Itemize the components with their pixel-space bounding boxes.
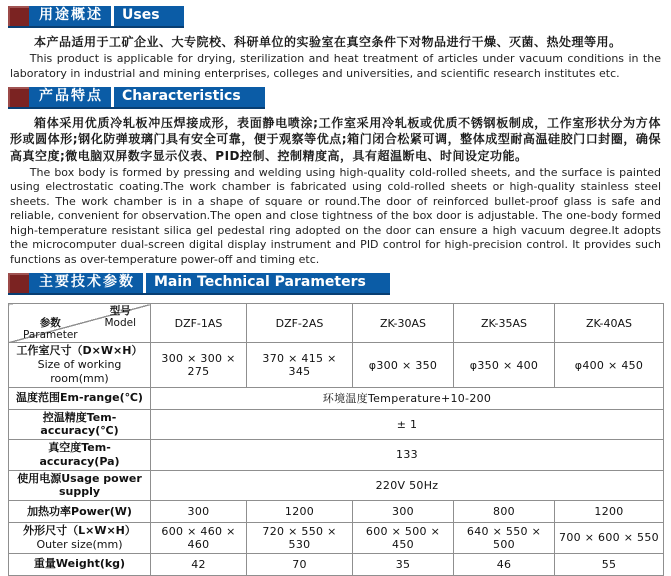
table-cell: 700 × 600 × 550 — [555, 523, 664, 554]
table-cell: 70 — [247, 553, 353, 575]
table-cell: φ300 × 350 — [353, 343, 454, 387]
table-cell: 720 × 550 × 530 — [247, 523, 353, 554]
uses-paragraph-zh: 本产品适用于工矿企业、大专院校、科研单位的实验室在真空条件下对物品进行干燥、灭菌、热处理等用。 — [34, 35, 622, 49]
table-cell-span: 环境温度Temperature+10-200 — [151, 387, 664, 409]
table-cell: 1200 — [555, 501, 664, 523]
header-accent-block — [8, 6, 29, 26]
table-cell: 300 — [151, 501, 247, 523]
table-row-outer-size — [9, 523, 664, 554]
table-cell-span: 220V 50Hz — [151, 470, 664, 501]
table-cell: 35 — [353, 553, 454, 575]
section-header-uses — [8, 6, 184, 28]
table-cell-span: ± 1 — [151, 409, 664, 440]
model-column-header: ZK-30AS — [353, 304, 454, 343]
row-label: 控温精度Tem-accuracy(℃) — [9, 409, 151, 440]
section-header-characteristics — [8, 87, 265, 109]
table-row-vacuum-degree — [9, 440, 664, 471]
table-cell: φ350 × 400 — [454, 343, 555, 387]
table-row-temp-accuracy — [9, 409, 664, 440]
section-header-parameters — [8, 273, 390, 295]
corner-model-label: 型号 Model — [104, 305, 136, 330]
header-accent-block — [8, 87, 29, 107]
model-column-header: ZK-35AS — [454, 304, 555, 343]
table-cell: 42 — [151, 553, 247, 575]
table-cell: 370 × 415 × 345 — [247, 343, 353, 387]
row-label: 加热功率Power(W) — [9, 501, 151, 523]
technical-parameters-table — [8, 303, 664, 575]
table-cell-span: 133 — [151, 440, 664, 471]
section-title-en: Main Technical Parameters — [146, 273, 390, 293]
corner-parameter-label: 参数 Parameter — [23, 317, 78, 342]
uses-paragraph-en: This product is applicable for drying, sterilization and heat treatment of articles under vacuum conditions in the laboratory in industrial and mining enterprises, colleges and universities, and scientific research institutes etc. — [10, 52, 661, 80]
row-label: 工作室尺寸（D×W×H） Size of working room(mm) — [9, 343, 151, 387]
table-cell: 46 — [454, 553, 555, 575]
table-cell: 600 × 500 × 450 — [353, 523, 454, 554]
diagonal-corner-cell — [9, 304, 151, 343]
table-cell: 55 — [555, 553, 664, 575]
model-column-header: DZF-2AS — [247, 304, 353, 343]
table-cell: 300 — [353, 501, 454, 523]
table-cell: 300 × 300 × 275 — [151, 343, 247, 387]
row-label: 重量Weight(kg) — [9, 553, 151, 575]
table-cell: 1200 — [247, 501, 353, 523]
section-title-zh: 用途概述 — [29, 6, 111, 26]
characteristics-paragraph-en: The box body is formed by pressing and welding using high-quality cold-rolled sheets, and the surface is painted using electrostatic coating.The work chamber is fabricated using cold-rolled sheets or high-quality stainless steel sheets. The work chamber is in a shape of square or round.The door of reinforced bullet-proof glass is safe and reliable, convenient for observation.The open and close tightness of the box door is adjustable. The one-body formed high-temperature resistant silica gel pedestal ring adopted on the door can ensure a high vacuum degree.It adopts the microcomputer dual-screen digital display instrument and PID control for high-precision control. It provides such functions as over-temperature power-off and timing etc. — [10, 165, 661, 266]
header-accent-block — [8, 273, 29, 293]
table-cell: 800 — [454, 501, 555, 523]
table-cell: φ400 × 450 — [555, 343, 664, 387]
row-label: 真空度Tem-accuracy(Pa) — [9, 440, 151, 471]
row-label: 使用电源Usage power supply — [9, 470, 151, 501]
row-label: 温度范围Em-range(℃) — [9, 387, 151, 409]
characteristics-paragraph-zh: 箱体采用优质冷轧板冲压焊接成形，表面静电喷涂;工作室采用冷轧板或优质不锈钢板制成，工作室形状分为方体形或圆体形;钢化防弹玻璃门具有安全可靠，便于观察等优点;箱门闭合松紧可调，整体成型耐高温硅胶门口封圈，确保高真空度;微电脑双屏数字显示仪表、PID控制、控制精度高，具有超温断电、时间设定功能。 — [10, 116, 661, 163]
section-title-en: Characteristics — [114, 87, 265, 107]
table-row-working-room — [9, 343, 664, 387]
section-title-zh: 产品特点 — [29, 87, 111, 107]
table-header-row — [9, 304, 664, 343]
section-title-en: Uses — [114, 6, 184, 26]
row-label: 外形尺寸（L×W×H） Outer size(mm) — [9, 523, 151, 554]
table-row-heating-power — [9, 501, 664, 523]
table-cell: 600 × 460 × 460 — [151, 523, 247, 554]
table-cell: 640 × 550 × 500 — [454, 523, 555, 554]
section-title-zh: 主要技术参数 — [29, 273, 143, 293]
model-column-header: ZK-40AS — [555, 304, 664, 343]
model-column-header: DZF-1AS — [151, 304, 247, 343]
table-row-weight — [9, 553, 664, 575]
table-row-power-supply — [9, 470, 664, 501]
table-row-temp-range — [9, 387, 664, 409]
